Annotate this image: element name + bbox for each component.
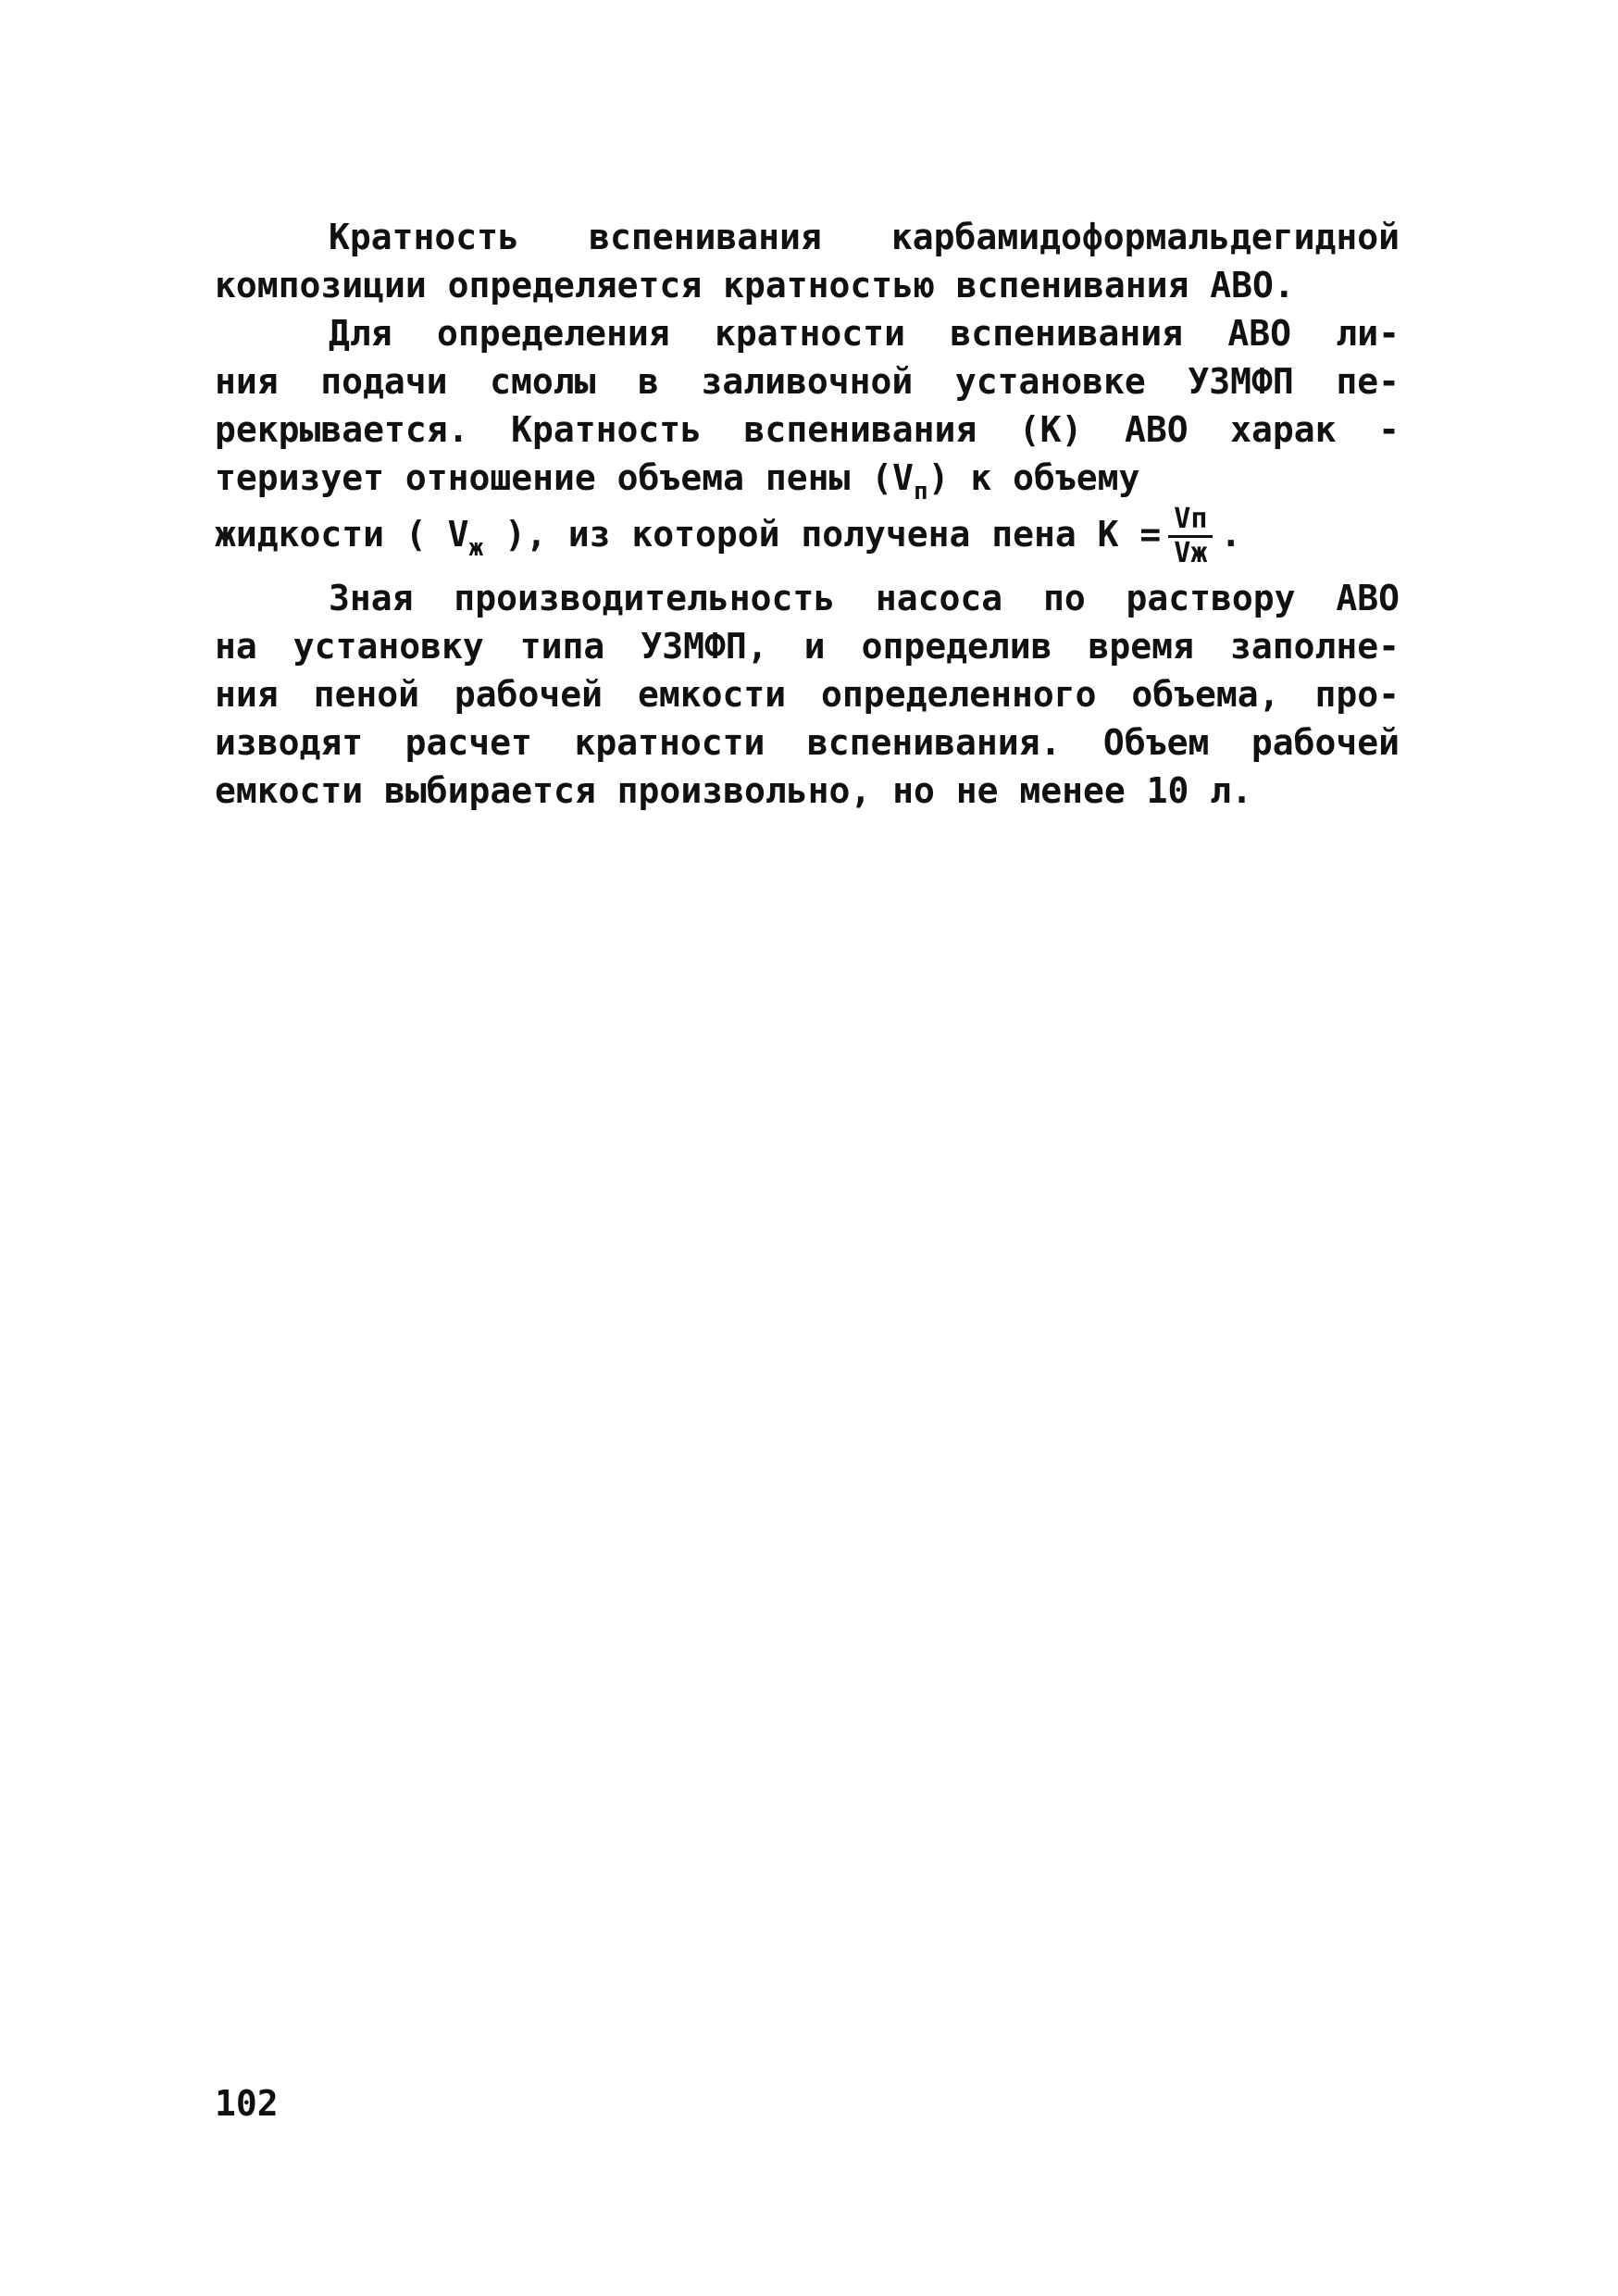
p2-line-2: ния подачи смолы в заливочной установке УЗМФП пе-	[215, 361, 1400, 402]
p2-line-5-subscript: ж	[468, 534, 484, 562]
p1-line-1: Кратность вспенивания карбамидоформальдегидной	[329, 217, 1400, 257]
p2-line-4-text-b: ) к объему	[927, 457, 1140, 498]
p2-line-5-text-a: жидкости ( V	[215, 514, 469, 555]
p2-line-1: Для определения кратности вспенивания АВО ли-	[329, 313, 1400, 354]
p2-line-5	[215, 504, 1400, 570]
p2-line-4-text-a: теризует отношение объема пены (V	[215, 457, 914, 498]
formula-fraction	[1168, 504, 1213, 569]
p3-line-1: Зная производительность насоса по раствору АВО	[329, 578, 1400, 618]
p2-line-5-text-b: ), из которой получена пена K =	[483, 514, 1162, 555]
p2-line-3: рекрывается. Кратность вспенивания (К) АВО харак -	[215, 409, 1400, 450]
p1-line-2: композиции определяется кратностью вспенивания АВО.	[215, 265, 1295, 306]
p3-line-3: ния пеной рабочей емкости определенного объема, про-	[215, 674, 1400, 715]
p3-line-5: емкости выбирается произвольно, но не менее 10 л.	[215, 770, 1253, 811]
formula-denominator: Vж	[1174, 537, 1208, 569]
page-number: 102	[215, 2083, 279, 2124]
p3-line-2: на установку типа УЗМФП, и определив время заполне-	[215, 626, 1400, 667]
p3-line-4: изводят расчет кратности вспенивания. Объем рабочей	[215, 722, 1400, 763]
formula-numerator: Vп	[1168, 504, 1213, 538]
p2-line-5-end: .	[1220, 514, 1242, 555]
p2-line-4-subscript: п	[913, 478, 928, 505]
